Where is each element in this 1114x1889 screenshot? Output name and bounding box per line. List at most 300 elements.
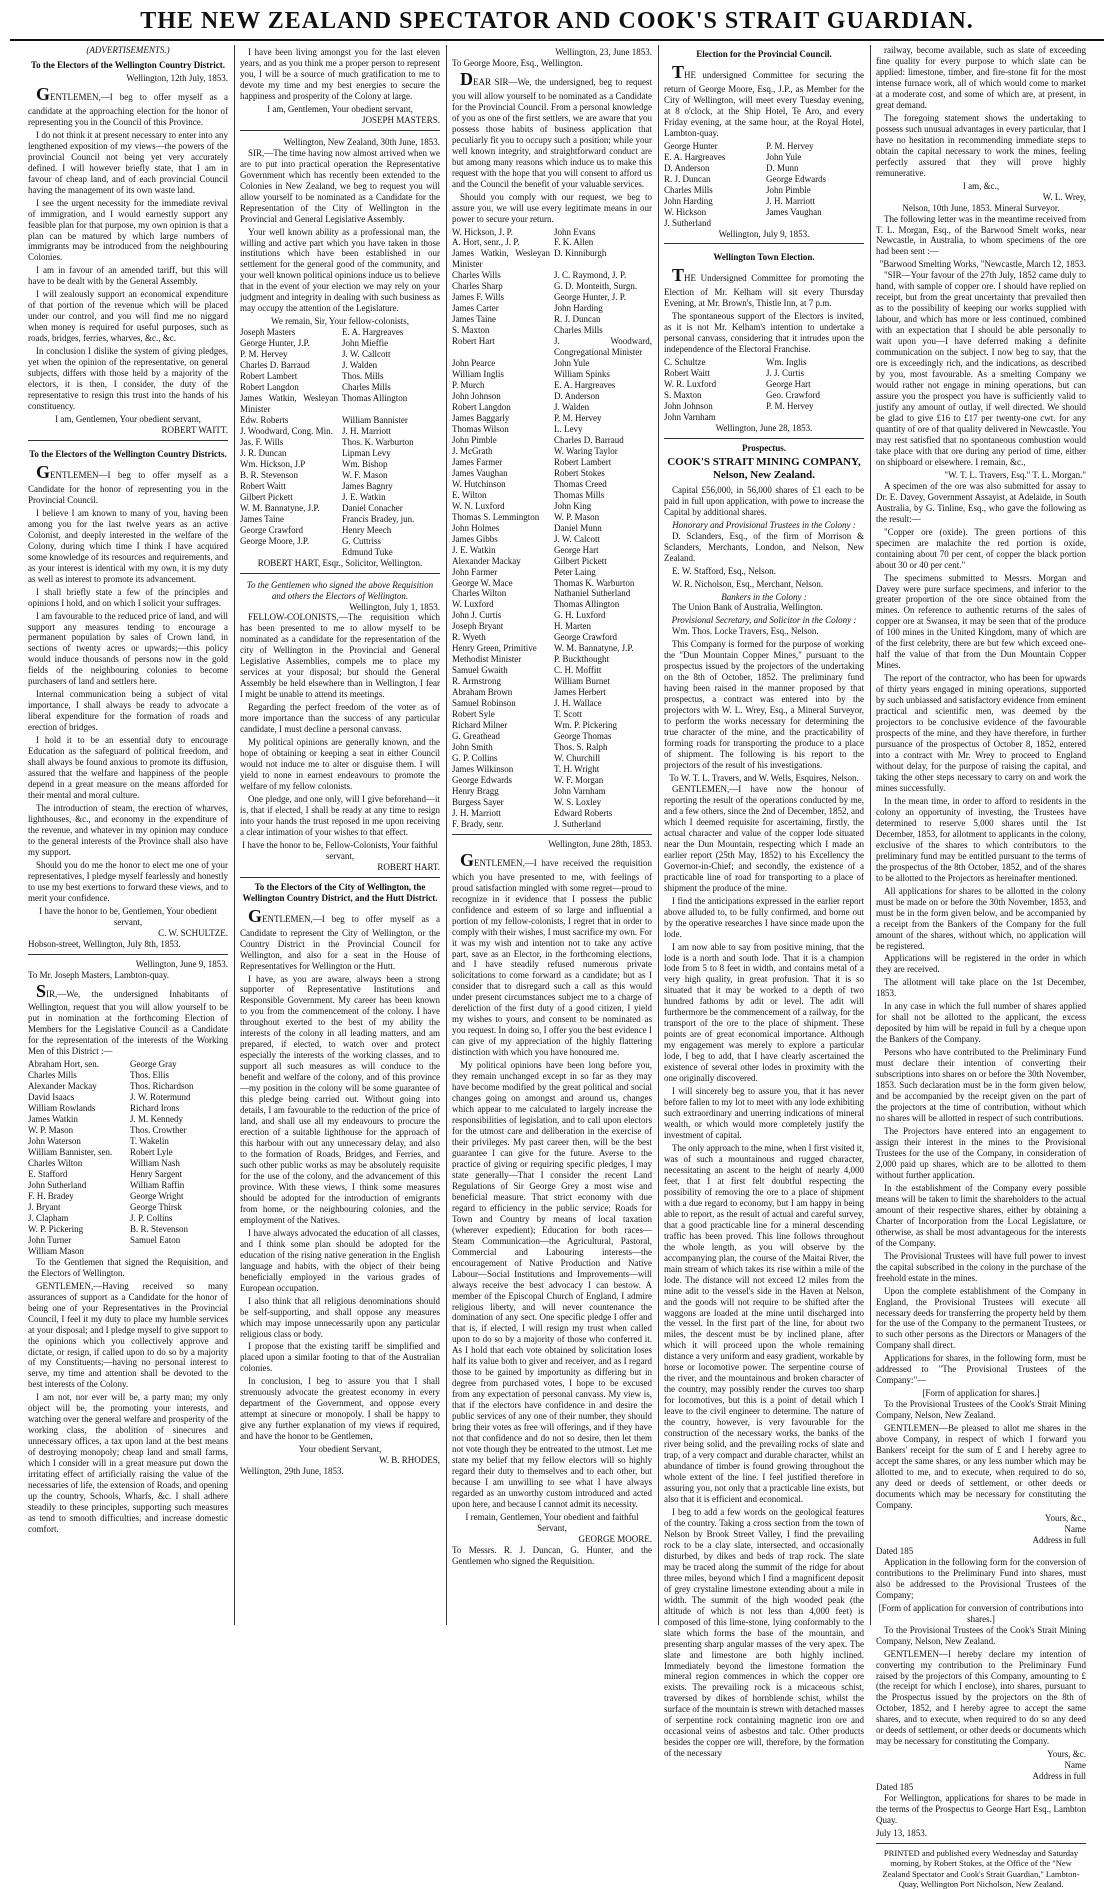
paragraph: I have been living amongst you for the last eleven years, and as you think me a proper person to represent you, I will be a source of much gratification to me to devote my time and my best energies to secure the happiness and prosperity of the Colony at large.: [240, 47, 440, 101]
paragraph: railway, become available, such as slate of exceeding fine quality for every purpose to which slate can be applied: limestone, timber, and fire-stone fit for the most intense furnace work, all of which would come to market at a moderate cost, and some of which are, at present, in great demand.: [876, 45, 1086, 110]
signatory-name: [240, 547, 338, 558]
signatory-name: Thomas S. Lemmington: [452, 511, 540, 522]
signatory-name: Richard Milner: [452, 720, 508, 731]
paragraph: The introduction of steam, the erection of wharves, lighthouses, &c., and economy in the expenditure of the revenue, and whatever in my opinion may conduce to the general interests of the Province shall also have my support.: [28, 803, 228, 857]
paragraph: For Wellington, applications for shares to be made in the terms of the Prospectus to George Hart Esq., Lambton Quay.: [876, 1793, 1086, 1826]
signatory-name: J. H. Marriott: [766, 195, 815, 206]
signatory-name: James Watkin: [28, 1114, 78, 1125]
advert-date: July 13, 1853.: [876, 1828, 928, 1839]
paragraph: I am in favour of an amended tariff, but this will have to be dealt with by the General Assembly.: [28, 265, 228, 287]
paragraph: Application in the following form for the conversion of contributions to the Preliminary Fund into shares, must also be addressed to the Provisional Trustees of the Company;: [876, 1556, 1086, 1600]
column-4: [664, 45, 864, 1759]
form-dated: Dated 185: [876, 1782, 914, 1793]
signatory-name: Wm. Hickson, J.P: [240, 458, 306, 469]
signatory-name: W. Luxford: [452, 599, 494, 610]
signatory-name: D. Munn: [766, 162, 799, 173]
signatory-name: Daniel Conacher: [342, 502, 403, 513]
signatory-name: P. Murch: [452, 380, 485, 391]
subheading: Bankers in the Colony :: [721, 591, 807, 602]
signatory-name: Thos. S. Ralph: [554, 742, 608, 753]
signatory-name: Thos. Mills: [342, 371, 384, 382]
signatory-name: Gilbert Pickett: [554, 555, 607, 566]
mining-prospectus: [664, 443, 864, 1759]
signatory-name: Jas. F. Wills: [240, 436, 284, 447]
signatory-name: George Crawford: [554, 632, 618, 643]
paragraph: I do not think it at present necessary to enter into any lengthened exposition of my views—the powers of the provincial Council not being yet very accurately defined. I will however briefly state, that I am in favour of cheap land, and of each provincial Council having the management of its own waste land.: [28, 129, 228, 195]
paragraph: DEAR SIR—We, the undersigned, beg to request you will allow yourself to be nominated as a Candidate for the Provincial Council. From a personal knowledge of you as one of the first settlers, we are aware that you possess those habits of business application that peculiarly fit you to occupy such a position; while your well known integrity, and straightforward conduct are but among many reasons which induce us to make this request with the hope that you will consent to afford us and the Council the benefit of your valuable services.: [452, 68, 652, 189]
signatory-name: Wm. Bishop: [342, 458, 388, 469]
signatory-name: J. P. Collins: [130, 1212, 173, 1223]
advert-date: Wellington, 23, June 1853.: [555, 47, 652, 57]
printer-imprint: PRINTED and published every Wednesday and Saturday morning, by Robert Stokes, at the Office of the "New Zealand Spectator and Cook's Strait Guardian," Lambton-Quay, Wellington Port Nicholson, New Zealand.: [876, 1843, 1086, 1889]
signature: W. B. RHODES,: [379, 1455, 440, 1466]
form-name: Name: [1064, 1523, 1086, 1534]
signatory-name: George Crawford: [240, 524, 304, 535]
signatory-name: J. C. Raymond, J. P.: [554, 270, 627, 281]
signatory-name: James Taine: [452, 314, 496, 325]
signatory-name: J. W. Calcott: [554, 533, 601, 544]
signatory-name: Thomas K. Warburton: [554, 577, 635, 588]
signatory-name: John Pimble: [766, 184, 811, 195]
signatory-name: Samuel Robinson: [452, 698, 516, 709]
signatory-name: George Edwards: [452, 774, 513, 785]
signature: "W. T. L. Travers, Esq." T. L. Morgan.": [944, 469, 1086, 480]
signatory-name: W. Hickson: [664, 206, 707, 217]
signatory-name: John Evans: [554, 226, 596, 237]
signatory-name: Thos. Crowther: [130, 1125, 187, 1136]
signatory-name: B. R. Stevenson: [240, 469, 299, 480]
signatory-name: E. Stafford: [28, 1169, 68, 1180]
signatory-name: George Thirsk: [130, 1201, 182, 1212]
signatory-name: Edward Roberts: [554, 807, 613, 818]
signatory-name: William Bannister, sen.: [28, 1147, 113, 1158]
form-dated: Dated 185: [876, 1545, 914, 1556]
column-rule: [658, 45, 659, 1625]
advert-heading: Wellington Town Election.: [713, 252, 815, 263]
form-address: Address in full: [1032, 1534, 1086, 1545]
signatory-name: George Hunter, J. P.: [554, 292, 626, 303]
form-name: Name: [1064, 1760, 1086, 1771]
paragraph: GENTLEMEN—I hereby declare my intention of converting my contribution to the Preliminary Fund raised by the projectors of this Company, amounting to £ (the receipt for which I enclose), into shares, pursuant to the Prospectus issued by the projectors on the 8th of October, 1852, and I hereby agree to accept the same shares, and to execute, when required to do so any deed or deeds of settlement, or other deeds or documents which may be necessary for constituting the Company.: [876, 1648, 1086, 1747]
signatory-name: S. Maxton: [664, 390, 702, 401]
signatory-name: J. H. Marriott: [452, 807, 501, 818]
paragraph: I see the urgent necessity for the immediate revival of immigration, and I would earnestly support any feasible plan for that purpose, my own opinion is that a plan can be matured by which large numbers of immigrants may be introduced from the neighbouring Colonies.: [28, 197, 228, 263]
signatory-name: J. E. Watkin: [342, 491, 386, 502]
signatory-name: Geo. Crawford: [766, 390, 820, 401]
signatory-name: J. Walden: [342, 360, 378, 371]
signatory-name: P. M. Hervey: [554, 412, 602, 423]
signatory-name: George Hart: [766, 379, 811, 390]
signatory-name: Joseph Bryant: [452, 621, 504, 632]
signatory-name: James Watkin, Wesleyan Minister: [452, 248, 550, 270]
paragraph: I am now able to say from positive mining, that the lode is a north and south lode. That it is a champion lode from 5 to 8 feet in width, and contains metal of a very high quality, in great profusion. That it is so situated that it may be worked to a depth of two hundred fathoms by adit or level. The adit will furthermore be the commencement of a railway, for the transport of the ore to the place of shipment. These points are of great economical importance. Although my engagement was merely to explore a particular lode, I beg to add, that I have clearly ascertained the existence of several other lodes in proximity with the one originally discovered.: [664, 941, 864, 1084]
signatory-name: Methodist Minister: [452, 654, 522, 665]
paragraph: In conclusion, I beg to assure you that I shall strenuously advocate the greatest economy in every department of the Government, and oppose every attempt at sinecure or monopoly. I shall be happy to give any further explanation of my views if required, and have the honor to be Gentlemen,: [240, 1376, 440, 1442]
advert-heading: To the Electors of the Wellington Country Districts.: [29, 448, 227, 459]
paragraph: To the Provisional Trustees of the Cook's Strait Mining Company, Nelson, New Zealand.: [876, 1399, 1086, 1421]
closing: I am, &c.,: [962, 180, 1000, 191]
signatory-name: J. Sutherland: [554, 818, 601, 829]
signature: C. W. SCHULTZE.: [158, 927, 228, 938]
paragraph: In the establishment of the Company every possible means will be taken to limit the shareholders to the actual amount of their respective shares, either by obtaining a Charter of Incorporation from the Local Legislature, or otherwise, as shall be most advantageous for the interests of the Company.: [876, 1182, 1086, 1248]
advert-date: Wellington, July 9, 1853.: [718, 228, 810, 239]
paragraph: I am not, nor ever will be, a party man; my only object will be, the promoting your interests, and watching over the general welfare and prosperity of the working class, the abolition of sinecures and unnecessary offices, a tax upon land at the best means of destroying monopoly; cheap land and small farms, which I consider will in a great measure put down the irritating effect of artificially raising the value of the necessaries of life, the extension of Roads, and opening up the country, Schools, Wharfs, &c. I shall adhere steadily to these principles, supporting such measures as tend to smooth difficulties, and increase domestic comfort.: [28, 1392, 228, 1535]
paragraph: GENTLEMEN,—I beg to offer myself as a Candidate to represent the City of Wellington, or the Country District in the Provincial Council for Wellington, and also for a seat in the House of Representatives for Wellington or the Hutt.: [240, 905, 440, 971]
paragraph: I will sincerely beg to assure you, that it has never before fallen to my lot to meet with any lode exhibiting such extraordinary and unerring indications of mineral wealth, or which would more completely justify the investment of capital.: [664, 1086, 864, 1140]
signatory-name: Henry Green, Primitive: [452, 643, 537, 654]
signatory-name: [130, 1246, 228, 1257]
signatory-name: Robert Waitt: [664, 368, 710, 379]
paragraph: The report of the contractor, who has been for upwards of thirty years engaged in mining operations, supported by such unbiassed and satisfactory evidence from eminent practical and scientific men, was deemed by the projectors to be conclusive evidence of the favourable prospects of the mine, and they have therefore, in further pursuance of the prospectus of October 8, 1852, entered into a contract with Mr. Wrey to proceed to England without delay, for the purpose of raising the capital, and taking the other steps necessary to carry on and work the mines successfully.: [876, 673, 1086, 793]
closing: I remain, Gentlemen, Your obedient and faithful Servant,: [465, 1511, 639, 1533]
closing: Your obedient Servant,: [298, 1444, 382, 1455]
signatory-list: [240, 327, 440, 557]
committee-list: [664, 357, 864, 423]
signatory-name: Gilbert Pickett: [240, 491, 293, 502]
signatory-name: Richard Irons: [130, 1103, 180, 1114]
signature: ROBERT WAITT.: [161, 424, 228, 435]
paragraph: W. R. Nicholson, Esq., Merchant, Nelson.: [672, 578, 824, 589]
signatory-name: John Yule: [766, 151, 802, 162]
paragraph: The specimens submitted to Messrs. Morgan and Davey were pure surface specimens, and inferior to the greater proportion of the ore since obtained from the mines. On reference to authentic returns of the sales of copper ore at Swansea, it may be seen that of the produce of 100 mines in the United Kingdom, many of which are of the first celebrity, there are but few which exceed one-half the value of that from the Dun Mountain Copper Mines.: [876, 572, 1086, 671]
signatory-name: William Raffin: [130, 1179, 185, 1190]
signatory-name: John Varnham: [554, 785, 606, 796]
signatory-name: William Inglis: [452, 369, 504, 380]
signature: JOSEPH MASTERS.: [361, 114, 440, 125]
signatory-name: John Yule: [554, 358, 590, 369]
signatory-name: W. Waring Taylor: [554, 445, 618, 456]
closing: I have the honor to be, Fellow-Colonists, Your faithful servant,: [242, 839, 438, 861]
signatory-name: James Taine: [240, 513, 284, 524]
signatory-name: H. Marten: [554, 621, 591, 632]
signatory-name: J. M. Kennedy: [130, 1114, 183, 1125]
addressee: To George Moore, Esq., Wellington.: [452, 57, 583, 68]
column-rule: [446, 45, 447, 1625]
signatory-name: James Bagnry: [342, 480, 393, 491]
paragraph: A specimen of the ore was also submitted for assay to Dr. E. Davey, Government Assayist, at Adelaide, in South Australia, by G. Tinline, Esq., who gave the following as the result:—: [876, 480, 1086, 524]
signatory-name: T. H. Wright: [554, 763, 600, 774]
paragraph: To the Provisional Trustees of the Cook's Strait Mining Company, Nelson, New Zealand.: [876, 1624, 1086, 1646]
signatory-name: W. F. Morgan: [554, 774, 604, 785]
signatory-name: Thos. Richardson: [130, 1081, 194, 1092]
signatory-name: W. F. Mason: [342, 469, 388, 480]
paragraph: I have, as you are aware, always been a strong supporter of Representative Institutions and Responsible Government. My career has been known to you from the commencement of the colony. I have throughout exerted to the best of my ability the interests of the colony in all leading matters, and am prepared, if elected, to watch over and protect especially the interests of the working classes, and to support all such measures as will conduce to the benefit and welfare of the colony, and of this province—my position in the colony will be some guarantee of this pledge being carried out. Without going into details, I am favourable to the reduction of the price of land, and shall use all my endeavours to procure the erection of a suitable lighthouse for the approach of this harbour with out any unnecessary delay, and also to the formation of Roads, Bridges, and Ferries, and such other public works as may be absolutely requisite for the use of the colony, and the advancement of this province. With these views, I think some measures should be adopted for the introduction of emigrants from home, or the neighbouring colonies, and the employment of the Natives.: [240, 973, 440, 1225]
signatory-name: Charles Sharp: [452, 281, 503, 292]
signatory-name: Francis Bradey, jun.: [342, 513, 415, 524]
advert-date: Wellington, June 28, 1853.: [715, 423, 813, 434]
signatory-name: T. Scott: [554, 709, 582, 720]
addressee: To Messrs. R. J. Duncan, G. Hunter, and the Gentlemen who signed the Requisition.: [452, 1544, 652, 1566]
signatory-name: John Pearce: [452, 358, 496, 369]
paragraph: Applications for shares, in the following form, must be addressed to "The Provisional Trustees of the Company:"—: [876, 1353, 1086, 1386]
signatory-name: R. J. Duncan: [554, 314, 601, 325]
paragraph: E. W. Stafford, Esq., Nelson.: [672, 565, 776, 576]
paragraph: All applications for shares to be allotted in the colony must be made on or before the 30th November, 1853, and must be in the form given below, and be accompanied by a receipt from the Bankers of the Company for the full amount of the shares, without which, no application will be registered.: [876, 885, 1086, 951]
paragraph: In the mean time, in order to afford to residents in the colony an opportunity of investing, the Trustees have determined to reserve 5,000 shares until the 1st December, 1853, for allotment to applicants in the colony, exclusive of the shares to which contributors to the preliminary fund may be entitled pursuant to the terms of the prospectus of the 8th October, 1852, and of the shares to be allotted to the Projectors as hereinafter mentioned.: [876, 795, 1086, 883]
signatory-name: E. A. Hargreaves: [342, 327, 404, 338]
paragraph: I beg to add a few words on the geological features of the country. Taking a cross section from the town of Nelson by Brook Street Valley, I find the prevailing rock to be a clay slate, intersected, and occasionally disturbed, by dikes and beds of trap rock. The slate may be traced along the summit of the ridge for about three miles, beyond which I find a magnificent deposit of grey crystaline limestone extending about a mile in width. The summit of the high wooded peak (the altitude of which is not less than 4,000 feet) is composed of this lime-stone, lying conformably to the slate which forms the base of the mountain, and presenting sharp angular masses of the very apex. The slate and limestone are both highly inclined. Immediately beyond the limestone formation the mineral region commences in which the copper ore exists. The prevailing rock is a micaceous schist, traversed by dikes of hornblende schist, whilst the surface of the mountain is strewn with detached masses of serpentine rock containing magnetic iron ore and occasional veins of asbestos and talc. Other products besides the copper ore will, therefore, by the formation of the necessary: [664, 1506, 864, 1759]
signatory-name: J. W. Rotermund: [130, 1092, 191, 1103]
signatory-name: D. Anderson: [664, 162, 710, 173]
paragraph: I hold it to be an essential duty to encourage Education as the safeguard of political freedom, and shall always be found anxious to promote its diffusion, assured that the welfare and happiness of the people depend in a great measure on the means afforded for their mental and moral culture.: [28, 735, 228, 801]
signatory-name: Robert Lambert: [554, 456, 612, 467]
signatory-name: Alexander Mackay: [28, 1081, 97, 1092]
signatory-name: George Gray: [130, 1059, 177, 1070]
signatory-name: G. D. Monteith, Surgn.: [554, 281, 638, 292]
paragraph: GENTLEMEN,—Having received so many assurances of support as a Candidate for the honor of being one of your Representatives in the Provincial Council, I feel it my duty to place my humble services at your disposal; and I pledge myself to give support to the opinions which you collectively approve and dictate, or resign, if called upon to do so by a majority of my Constituents;—having no personal interest to serve, my time and attention shall be devoted to the best interests of the Colony.: [28, 1280, 228, 1390]
paragraph: The Provisional Trustees will have full power to invest the capital subscribed in the colony in the purchase of the freehold estate in the mines.: [876, 1250, 1086, 1283]
signatory-name: L. Levy: [554, 423, 583, 434]
signatory-name: W. M. Bannatyne, J.P.: [554, 643, 634, 654]
signatory-name: T. Wakelin: [130, 1136, 169, 1147]
signatory-name: W. Hickson, J. P.: [452, 226, 513, 237]
paragraph: FELLOW-COLONISTS,—The requisition which has been presented to me to allow myself to be nominated as a candidate for the representation of the city of Wellington in the Provincial and General Legislative Assemblies, compels me to place my services at your disposal; but should the General Assembly be held elsewhere than in Wellington, I fear I might be unable to attend its meetings.: [240, 612, 440, 700]
signatory-name: E. A. Hargreaves: [664, 151, 726, 162]
advert-moore-committee: [664, 45, 864, 244]
signature: GEORGE MOORE.: [578, 1533, 652, 1544]
signatory-name: Robert Langdon: [452, 402, 511, 413]
addressee: To W. T. L. Travers, and W. Wells, Esquires, Nelson.: [669, 773, 859, 783]
paragraph: GENTLEMEN—Be pleased to allot me shares in the above Company, in respect of which I forward you Bankers' receipt for the sum of £ and I hereby agree to accept the same shares, or any less number which may be allotted to me, and to execute, when required to do so, any deed or deeds of settlement, or other deeds or documents which may be necessary for constituting the Company.: [876, 1423, 1086, 1510]
advert-heading: Election for the Provincial Council.: [696, 49, 832, 59]
paragraph: The spontaneous support of the Electors is invited, as it is not Mr. Kelham's intention to undertake a personal canvass, considering that it intrudes upon the independence of the Electoral Franchise.: [664, 311, 864, 355]
paragraph: I have always advocated the education of all classes, and I think some plan should be adopted for the education of the rising native generation in the English language and habits, with the object of their being beneficially employed in the various grades of European occupation.: [240, 1227, 440, 1293]
form-heading: [Form of application for shares.]: [922, 1388, 1040, 1399]
signatory-name: W. Hutchinson: [452, 478, 506, 489]
signatory-name: James Baggarly: [452, 412, 510, 423]
closing: I am, Gentlemen, Your obedient servant,: [267, 103, 413, 114]
prospectus-label: Prospectus.: [741, 443, 787, 453]
signatory-name: J. R. Duncan: [240, 447, 287, 458]
paragraph: The Union Bank of Australia, Wellington.: [672, 602, 823, 613]
paragraph: I propose that the existing tariff be simplified and placed upon a similar footing to that of the Australian colonies.: [240, 1341, 440, 1374]
signatory-name: James Watkin, Wesleyan Minister: [240, 393, 338, 415]
signatory-name: W. N. Luxford: [452, 500, 505, 511]
signatory-name: James Carter: [452, 303, 499, 314]
form-closing: Yours, &c.: [1047, 1749, 1086, 1760]
signatory-name: J. Bryant: [28, 1201, 61, 1212]
advert-date: Wellington, New Zealand, 30th June, 1853.: [283, 136, 440, 147]
paragraph: Capital £56,000, in 56,000 shares of £1 each to be paid in full upon application, with powe to increase the Capital by additional shares.: [664, 484, 864, 517]
signatory-name: Charles D. Barraud: [554, 434, 624, 445]
signatory-name: W. Churchill: [554, 753, 601, 764]
paragraph: GENTLEMEN—I beg to offer myself as a Candidate for the honor of representing you in the Provincial Council.: [28, 461, 228, 505]
signatory-name: Samuel Eaton: [130, 1234, 181, 1245]
signatory-name: William Burnet: [554, 676, 610, 687]
signatory-list: [452, 227, 652, 830]
advert-hart-requisition: [240, 135, 440, 574]
section-label: (ADVERTISEMENTS.): [86, 45, 170, 55]
signatory-name: F. Brady, senr.: [452, 818, 504, 829]
signature: ROBERT HART.: [377, 861, 440, 872]
signatory-name: W. P. Mason: [554, 511, 600, 522]
signatory-name: George Hunter, J.P.: [240, 338, 310, 349]
advert-date: Wellington, July 1, 1853.: [349, 601, 440, 612]
signatory-name: J. Clapham: [28, 1212, 69, 1223]
signatory-name: Charles Mills: [554, 325, 603, 336]
signatory-name: James Herbert: [554, 687, 606, 698]
signatory-name: W. M. Bannatyne, J.P.: [240, 502, 320, 513]
advert-schultze: [28, 445, 228, 955]
subheading: Provisional Secretary, and Solicitor in the Colony :: [671, 615, 857, 626]
signatory-name: James Gibbs: [452, 533, 498, 544]
advert-waitt: [28, 56, 228, 441]
signatory-name: G. H. Luxford: [554, 610, 606, 621]
signatory-list: [28, 1059, 228, 1256]
signatory-name: B. R. Stevenson: [130, 1223, 189, 1234]
signatory-name: James F. Wills: [452, 292, 505, 303]
signatory-name: J. J. Curtis: [766, 368, 805, 379]
signatory-name: George Edwards: [766, 173, 827, 184]
closing: I am, Gentlemen, Your obedient servant,: [55, 414, 201, 425]
paragraph: My political opinions are generally known, and the hope of obtaining or keeping a seat in either Council would not induce me to alter or disguise them. I will yield to none in earnest endeavours to promote the welfare of my fellow colonists.: [240, 737, 440, 791]
paragraph: THE undersigned Committee for securing the return of George Moore, Esq., J.P., as Member for the City of Wellington, will meet every Tuesday evening, at 8 o'clock, at the Ship Hotel, Te Aro, and every Friday evening, at the same hour, at the Royal Hotel, Lambton-quay.: [664, 61, 864, 138]
signatory-name: Samuel Gwaith: [452, 665, 508, 676]
signatory-name: Charles Mills: [664, 184, 713, 195]
column-5: [876, 45, 1086, 1889]
paragraph: "Copper ore (oxide). The green portions of this specimen are malachite the red portion is oxide, containing about 70 per cent, of copper the black portion about 30 or 40 per cent.": [876, 526, 1086, 570]
address: Hobson-street, Wellington, July 8th, 1853.: [28, 938, 181, 949]
advert-date: Wellington, June 9, 1853.: [135, 958, 228, 969]
advert-heading: To the Gentlemen who signed the above Requisition and others the Electors of Wellington.: [246, 579, 434, 601]
signatory-name: George W. Mace: [452, 577, 513, 588]
signatory-name: William Bannister: [342, 415, 408, 425]
paragraph: I shall briefly state a few of the principles and opinions I hold, and on which I solicit your suffrages.: [28, 586, 228, 608]
signatory-name: Charles Wilton: [452, 588, 507, 599]
signatory-name: Peter Laing: [554, 566, 596, 577]
signatory-name: J. Walden: [554, 402, 590, 413]
paragraph: One pledge, and one only, will I give beforehand—it is, that if elected, I shall be ready at any time to resign into your hands the trust reposed in me upon receiving a clear intimation of your wishes to that effect.: [240, 793, 440, 837]
signatory-name: John Harding: [664, 195, 713, 206]
signatory-name: Thomas Creed: [554, 478, 607, 489]
advert-kelham-committee: [664, 248, 864, 439]
columns: [10, 45, 1104, 1889]
signatory-name: J. E. Watkin: [452, 544, 496, 555]
signatory-name: W. S. Loxley: [554, 796, 602, 807]
paragraph: Should you comply with our request, we beg to assure you, we will use every legitimate means in our power to secure your return.: [452, 191, 652, 224]
signatory-name: Thomas Allington: [342, 393, 408, 404]
form-closing: Yours, &c.,: [1044, 1512, 1086, 1523]
signatory-name: Robert Waitt: [240, 480, 286, 491]
signatory-name: John Mieffie: [342, 338, 389, 349]
signatory-name: Charles Mills: [28, 1070, 77, 1081]
signatory-name: John Sutherland: [28, 1179, 87, 1190]
signatory-name: Nathaniel Sutherland: [554, 588, 631, 599]
paragraph: I will zealously support an economical expenditure of that portion of the revenue which will be placed under our control, and you will find me no niggard when money is required for useful purposes, such as roads, bridges, ferries, wharves, &c., &c.: [28, 289, 228, 344]
signatory-name: George Hart: [554, 544, 599, 555]
advert-moore-reply: [452, 839, 652, 1567]
form-heading: [Form of application for conversion of contributions into shares.]: [878, 1602, 1084, 1624]
signatory-name: Thos. K. Warburton: [342, 436, 414, 447]
signatory-name: J. H. Marriott: [342, 425, 391, 436]
advert-rhodes: [240, 882, 440, 1477]
signatory-name: W. R. Luxford: [664, 379, 717, 390]
signatory-name: Thomas Allington: [554, 599, 620, 610]
column-3: [452, 45, 652, 1625]
signatory-name: Charles D. Barraud: [240, 360, 310, 371]
paragraph: Applications will be registered in the order in which they are received.: [876, 953, 1086, 975]
signatory-name: Edmund Tuke: [342, 546, 393, 557]
paragraph: My political opinions have been long before you, they remain unchanged except in so far as they may have become modified by the great political and social changes going on amongst and around us, changes which appear to me calculated to largely increase the responsibilities of legislation, and to call upon electors for the utmost care and deliberation in the exercise of their privileges. My past career then, will be the best guarantee I can give for the future. Averse to the practice of giving or requiring specific pledges, I may state generally—That I consider the recent Land Regulations of Sir George Grey a most wise and beneficial measure. That strict economy with due regard to efficiency in the public service; Roads for Town and Country by means of local taxation (wherever expedient); Education for both races—Steam Communication—the Agricultural, Pastoral, Commercial and Labouring interests—the encouragement of Native Production and Native Labour—Social Institutions and Improvements—will always receive the best advocacy I can bestow. A member of the Episcopal Church of England, I admire religious liberty, and will never countenance the domination of any sect. One specific pledge I offer and that is, if elected, I will resign my trust when called upon to do so by a majority of those who conferred it. As I hold that each vote obtained by solicitation loses half its value both to giver and receiver, and as I regard those to be gained by importunity as differing but in degree from purchased votes, I hope to be excused from any expectation of personal canvass. My view is, that if the electors have confidence in and desire the public services of any one of their number, they should bring their votes as free will offerings, and if they have not that confidence and do not so desire, then let them not vote though they be entreated to the utmost. Let me state my belief that my fellow electors will so highly regard their duty to themselves and to each other, but because I am unwilling to see what I have always regarded as an unworthy custom introduced and acted upon here, and because I cannot admit its necessity.: [452, 1060, 652, 1509]
closing: I have the honor to be, Gentlemen, Your obedient servant,: [39, 905, 217, 927]
signatory-name: Daniel Munn: [554, 522, 602, 533]
paragraph: To the Gentlemen that signed the Requisition, and the Electors of Wellington.: [28, 1256, 228, 1278]
signatory-name: Thos. Ellis: [130, 1070, 170, 1081]
signatory-name: F. H. Bradey: [28, 1190, 74, 1201]
paragraph: GENTLEMEN,—I beg to offer myself as a candidate at the approaching election for the honor of representing you in the Council of this Province.: [28, 83, 228, 127]
signatory-name: James Wilkinson: [452, 763, 514, 774]
signatory-name: D. Anderson: [554, 391, 600, 402]
signatory-name: Robert Stokes: [554, 467, 605, 478]
paragraph: Your well known ability as a professional man, the willing and active part which you have taken in those institutions which have been established in our settlement for the general good of the community, and your well known political opinions induce us to believe that in the event of your election we may rely on your judgment and integrity in dealing with such business as may occupy the attention of the Legislature.: [240, 226, 440, 314]
advert-date: Wellington, June 28th, 1853.: [548, 838, 652, 849]
signatory-name: Burgess Sayer: [452, 796, 504, 807]
signatory-name: John Holmes: [452, 522, 500, 533]
signatory-name: P. M. Hervey: [240, 349, 288, 360]
signatory-name: John Turner: [28, 1234, 72, 1245]
signatory-name: James Vaughan: [452, 467, 508, 478]
signatory-name: John J. Curtis: [452, 610, 502, 621]
signatory-name: G. Greathead: [452, 731, 500, 742]
form-address: Address in full: [1032, 1771, 1086, 1782]
signatory-name: John Pimble: [452, 434, 497, 445]
signatory-name: Wm. Inglis: [766, 357, 807, 368]
paragraph: The only approach to the mine, when I first visited it, was of such a mountainous and rugged character, necessitating an ascent to the height of nearly 4,000 feet, that I at first felt doubtful respecting the possibility of removing the ore to a place of shipment with a due regard to economy, but I am happy in being able to report, as the result of actual and careful survey, that a good practicable line for a mineral descending traffic has been proved. This line follows throughout the whole length, as you will observe by the accompanying plan, the course of the Maitai River, the main stream of which takes its rise within a mile of the lode. The distance will not exceed 12 miles from the mine adit to the vessel's side in the Haven at Nelson, and the goods will not require to be shifted after the waggons are loaded at the mine until discharged into the vessel. In the first part of the line, for about two miles, the descent must be by inclined plane, after which it will proceed upon the whole remaining distance a very uniform and easy gradient, workable by horse or locomotive power. The serpentine course of the river, and the mountainous and broken character of the country, may possibly render the curves too sharp for locomotives, but this is a point of detail which I leave to the civil engineer to determine. The nature of the country, however, is very favourable for the construction of the necessary works, the banks of the river being solid, and the prevailing rocks of slate and trap, of a very compact and durable character, whilst an abundance of timber is found growing throughout the whole extent of the line. I feel justified therefore in assuring you, not only that a practicable line exists, but also that it is efficient and economical.: [664, 1142, 864, 1504]
signatory-name: Robert Lambert: [240, 371, 298, 382]
advert-heading: To the Electors of the Wellington Country District.: [31, 59, 225, 70]
signatory-name: James Farmer: [452, 456, 503, 467]
signatory-name: William Spinks: [554, 369, 610, 380]
signatory-name: William Nash: [130, 1158, 180, 1169]
signatory-name: William Mason: [28, 1245, 84, 1256]
signatory-name: John Farmer: [452, 566, 498, 577]
signatory-name: P. M. Hervey: [766, 401, 814, 412]
advert-date: Wellington, 12th July, 1853.: [126, 72, 228, 83]
signatory-name: George Wright: [130, 1190, 184, 1201]
paragraph: I also think that all religious denominations should be self-supporting, and shall oppose any measures which may impose unnecessarily upon any particular religious class or body.: [240, 1295, 440, 1339]
signatory-name: P. M. Hervey: [766, 140, 814, 151]
signature-date: Nelson, 10th June, 1853. Mineral Surveyor.: [902, 202, 1060, 213]
paragraph: I am favourable to the reduced price of land, and will support any measures tending to encourage a permanent population by sales of Crown land, in sections of twenty acres or upwards;—this policy would induce thousands of persons now in the gold fields of the neighbouring colonies to become purchasers of land and settlers here.: [28, 610, 228, 687]
column-rule: [234, 45, 235, 1625]
signatory-name: Robert Langdon: [240, 382, 299, 393]
masthead: THE NEW ZEALAND SPECTATOR AND COOK'S STRAIT GUARDIAN.: [10, 6, 1104, 41]
advert-date: Wellington, 29th June, 1853.: [240, 1466, 344, 1477]
subheading: Honorary and Provisional Trustees in the Colony :: [672, 519, 856, 530]
paragraph: I believe I am known to many of you, having been among you for the last twelve years as an active Colonist, and deeply interested in the welfare of the Colony, during which time I think I have acquired some knowledge of its resources and requirements, and as your interest is identical with my own, it is my duty as well as interest to promote its advancement.: [28, 507, 228, 584]
signatory-name: Henry Meech: [342, 524, 392, 535]
paragraph: Upon the complete establishment of the Company in England, the Provisional Trustees will execute all necessary deeds for transferring the property held by them for the use of the Company to the permanent Trustees, or to such other persons as the Directors or Managers of the Company shall direct.: [876, 1285, 1086, 1351]
signatory-name: Charles Mills: [342, 382, 391, 393]
advert-masters-requisition: [28, 959, 228, 1535]
signatory-name: John Smith: [452, 742, 493, 753]
paragraph: In any case in which the full number of shares applied for shall not be allotted to the applicant, the excess deposited by him will be repaid in full by a cheque upon the Bankers of the Company.: [876, 1001, 1086, 1045]
signatory-name: J. H. Wallace: [554, 698, 602, 709]
signatory-name: Henry Sargent: [130, 1169, 183, 1180]
paragraph: GENTLEMEN,—I have now the honour of reporting the result of the operations conducted by me, and a few others, since the 2nd of December, 1852, and which I deemed requisite for ascertaining, firstly, the actual character and value of the copper lode situated near the Dun Mountain, respecting which I made an earlier report (25th May, 1852) to his Excellency the Governor-in-Chief; and secondly, the existence of a practicable line of road for transporting to a place of shipment the produce of the mine.: [664, 783, 864, 893]
committee-list: [664, 141, 864, 229]
paragraph: D. Sclanders, Esq., of the firm of Morrison & Sclanders, Merchants, London, and Nelson, New Zealand.: [664, 530, 864, 563]
letter-address: "Barwood Smelting Works, "Newcastle, March 12, 1853.: [879, 259, 1086, 270]
addressee: ROBERT HART, Esqr., Solicitor, Wellington.: [257, 557, 423, 568]
signatory-name: W. P. Mason: [28, 1125, 74, 1136]
paragraph: "SIR—Your favour of the 27th July, 1852 came duly to hand, with sample of copper ore. I should have replied on receipt, but from the great uncertainty that prevailed then as to the possibility of keeping our works supplied with labour, and which has more or less continued, combined with an expectation that I should be able personally to wait upon you—I have deferred making a definite communication on the subject. I now beg to say, that the ore is exceedingly rich, and the indications, as described by you, most favourable. As a smelting Company we would rather not engage in mining operations, but can assure you the prospect you have is sufficiently valid to justify any amount of outlay, if well directed. We should be glad to give £16 to £17 per twenty-one cwt. for any quantity of ore of that quality delivered in Newcastle. You may rest satisfied that no spontaneous combustion would take place with that ore during any period of time, either on shipboard or elsewhere. I remain, &c.,: [876, 270, 1086, 467]
paragraph: This Company is formed for the purpose of working the "Dun Mountain Copper Mines," pursuant to the prospectus issued by the projectors of the undertaking on the 8th of October, 1852. The preliminary fund having been raised in the manner proposed by that prospectus, a contract was entered into by the projectors with W. L. Wrey, Esq., a Mineral Surveyor, to perform the works necessary for determining the true character of the mine, and the practicability of forming roads for transporting the produce to a place of shipment. The following is his report to the projectors of the result of his investigations.: [664, 639, 864, 771]
signatory-name: Abraham Brown: [452, 687, 513, 698]
signatory-name: W. P. Pickering: [28, 1223, 84, 1234]
signatory-name: [766, 218, 864, 229]
paragraph: The foregoing statement shows the undertaking to possess such unusual advantages in every particular, that I have no hesitation in recommending immediate steps to obtain the capital necessary to work the mines, feeling perfectly assured that they will prove highly remunerative.: [876, 112, 1086, 178]
